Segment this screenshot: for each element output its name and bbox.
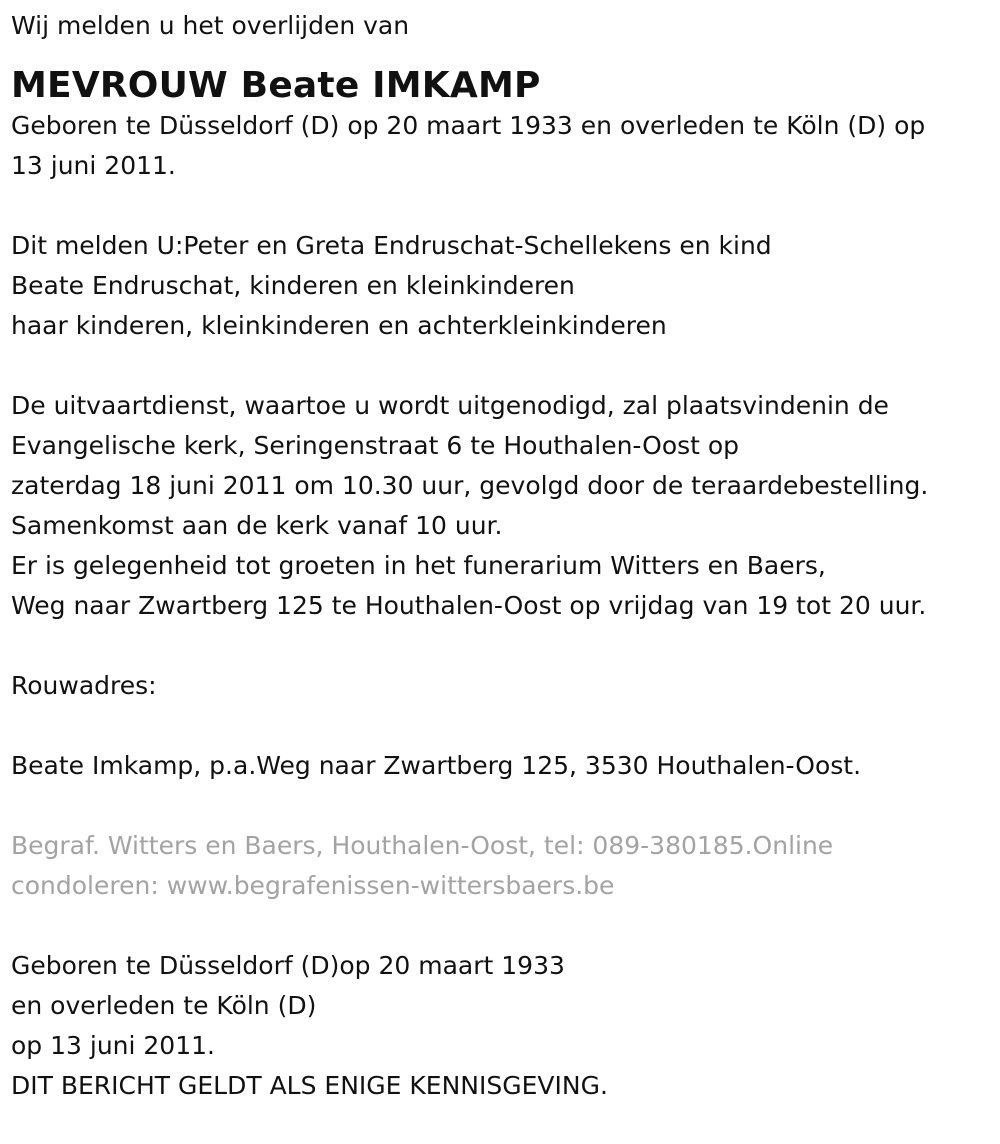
closing-line-1: Geboren te Düsseldorf (D)op 20 maart 1933 xyxy=(11,951,565,980)
spacer xyxy=(11,186,1000,226)
deceased-name: MEVROUW Beate IMKAMP xyxy=(11,65,541,106)
birth-line-1: Geboren te Düsseldorf (D) op 20 maart 1933 en overleden te Köln (D) op xyxy=(11,111,926,140)
service-line-5: Er is gelegenheid tot groeten in het funerarium Witters en Baers, xyxy=(11,551,826,580)
closing-line-4: DIT BERICHT GELDT ALS ENIGE KENNISGEVING. xyxy=(11,1071,608,1100)
service-line-2: Evangelische kerk, Seringenstraat 6 te Houthalen-Oost op xyxy=(11,431,740,460)
birth-line-2: 13 juni 2011. xyxy=(11,151,176,180)
spacer xyxy=(11,906,1000,946)
spacer xyxy=(11,346,1000,386)
address-label: Rouwadres: xyxy=(11,671,157,700)
service-line-3: zaterdag 18 juni 2011 om 10.30 uur, gevolgd door de teraardebestelling. xyxy=(11,471,929,500)
service-line-6: Weg naar Zwartberg 125 te Houthalen-Oost op vrijdag van 19 tot 20 uur. xyxy=(11,591,927,620)
intro-text: Wij melden u het overlijden van xyxy=(11,11,410,40)
closing-line-3: op 13 juni 2011. xyxy=(11,1031,215,1060)
announced-by-line-2: Beate Endruschat, kinderen en kleinkinderen xyxy=(11,271,575,300)
mourning-address: Beate Imkamp, p.a.Weg naar Zwartberg 125, 3530 Houthalen-Oost. xyxy=(11,751,862,780)
spacer xyxy=(11,706,1000,746)
announced-by-line-1: Dit melden U:Peter en Greta Endruschat-Schellekens en kind xyxy=(11,231,772,260)
closing-line-2: en overleden te Köln (D) xyxy=(11,991,317,1020)
funeral-home-line-1: Begraf. Witters en Baers, Houthalen-Oost, tel: 089-380185.Online xyxy=(11,831,834,860)
spacer xyxy=(11,626,1000,666)
funeral-home-line-2: condoleren: www.begrafenissen-wittersbaers.be xyxy=(11,871,615,900)
service-line-4: Samenkomst aan de kerk vanaf 10 uur. xyxy=(11,511,503,540)
announced-by-line-3: haar kinderen, kleinkinderen en achterkleinkinderen xyxy=(11,311,667,340)
spacer xyxy=(11,786,1000,826)
service-line-1: De uitvaartdienst, waartoe u wordt uitgenodigd, zal plaatsvindenin de xyxy=(11,391,889,420)
